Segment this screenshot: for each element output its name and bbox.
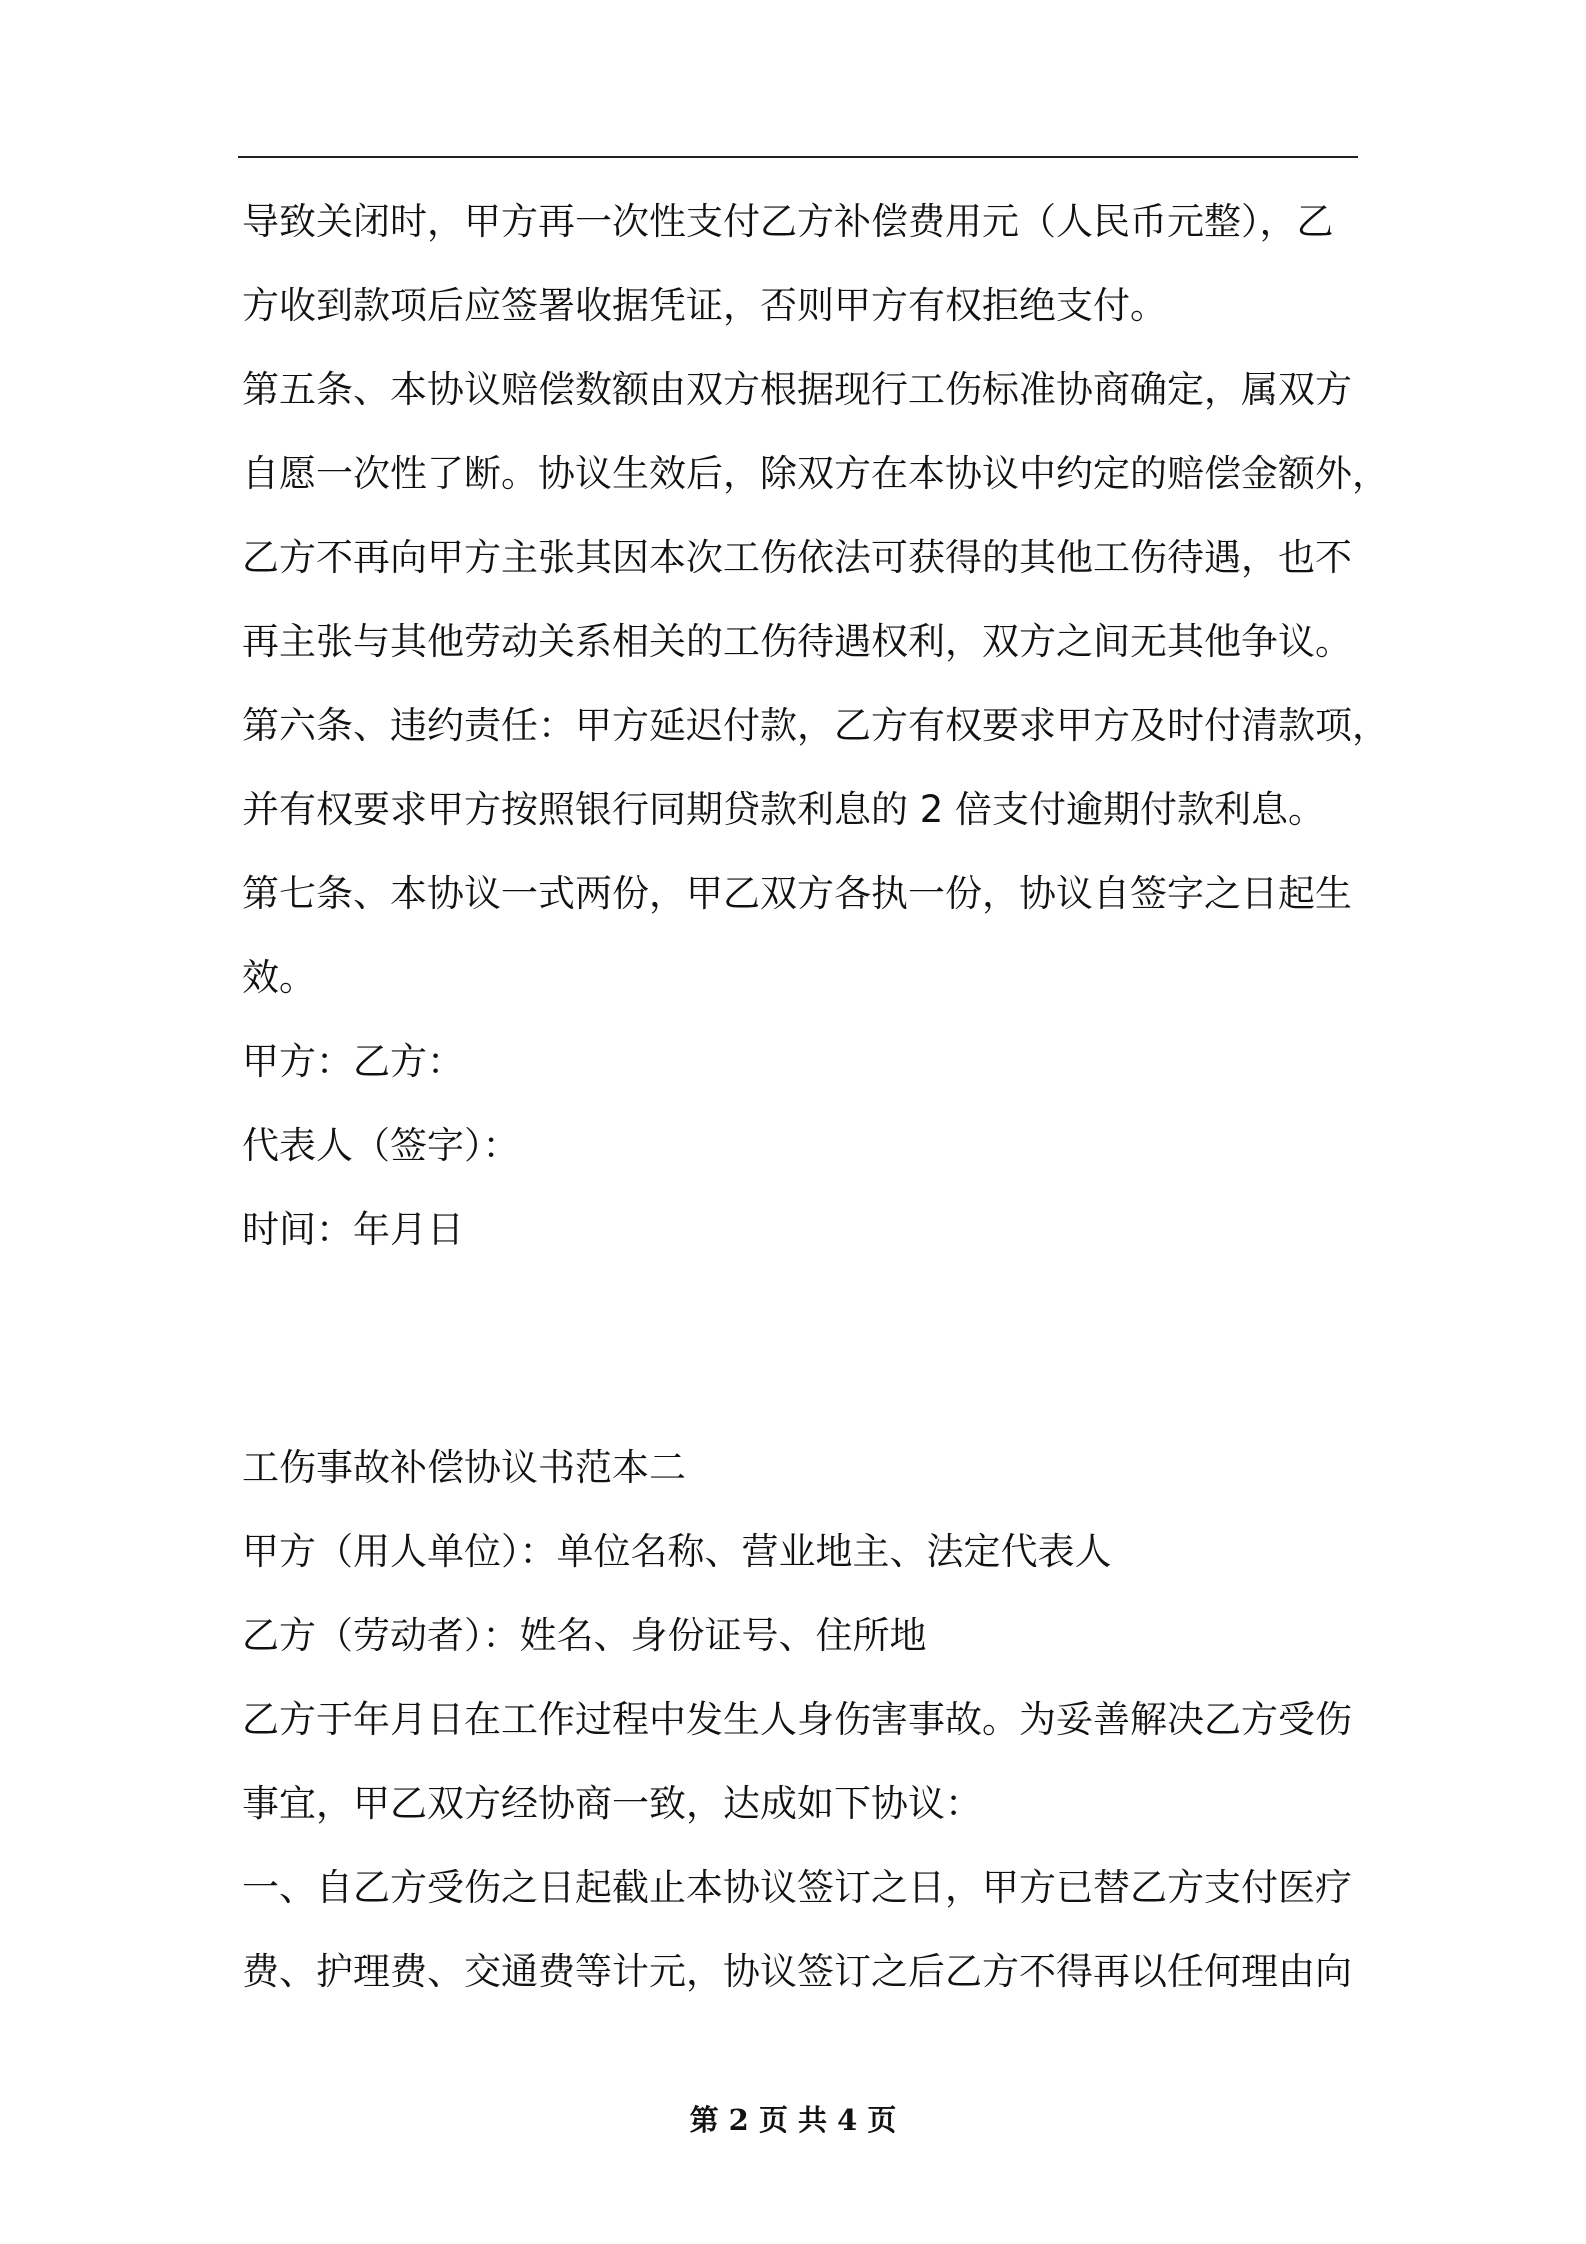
text-line: 方收到款项后应签署收据凭证，否则甲方有权拒绝支付。 [242,284,1167,327]
text-line: 并有权要求甲方按照银行同期贷款利息的 2 倍支付逾期付款利息。 [242,788,1326,831]
section-title: 工伤事故补偿协议书范本二 [242,1446,686,1489]
text-line: 第五条、本协议赔偿数额由双方根据现行工伤标准协商确定，属双方 [242,368,1352,411]
page-number: 第 2 页 共 4 页 [689,2103,897,2137]
text-line: 一、自乙方受伤之日起截止本协议签订之日，甲方已替乙方支付医疗 [242,1866,1352,1909]
signature-party-line: 甲方：乙方： [242,1040,464,1083]
header-rule [238,156,1358,158]
text-line: 自愿一次性了断。协议生效后，除双方在本协议中约定的赔偿金额外， [242,452,1389,495]
text-line: 事宜，甲乙双方经协商一致，达成如下协议： [242,1782,982,1825]
text-line: 第七条、本协议一式两份，甲乙双方各执一份，协议自签字之日起生 [242,872,1352,915]
party-a-line: 甲方（用人单位）：单位名称、营业地主、法定代表人 [242,1530,1112,1573]
text-line: 第六条、违约责任：甲方延迟付款，乙方有权要求甲方及时付清款项， [242,704,1389,747]
signature-representative-line: 代表人（签字）： [242,1124,520,1167]
text-line: 乙方不再向甲方主张其因本次工伤依法可获得的其他工伤待遇，也不 [242,536,1352,579]
text-line: 效。 [242,956,316,999]
signature-date-line: 时间：年月日 [242,1208,464,1251]
text-line: 乙方于年月日在工作过程中发生人身伤害事故。为妥善解决乙方受伤 [242,1698,1352,1741]
text-line: 费、护理费、交通费等计元，协议签订之后乙方不得再以任何理由向 [242,1950,1352,1993]
text-line: 再主张与其他劳动关系相关的工伤待遇权利，双方之间无其他争议。 [242,620,1352,663]
text-line: 导致关闭时，甲方再一次性支付乙方补偿费用元（人民币元整），乙 [242,200,1334,243]
party-b-line: 乙方（劳动者）：姓名、身份证号、住所地 [242,1614,927,1657]
